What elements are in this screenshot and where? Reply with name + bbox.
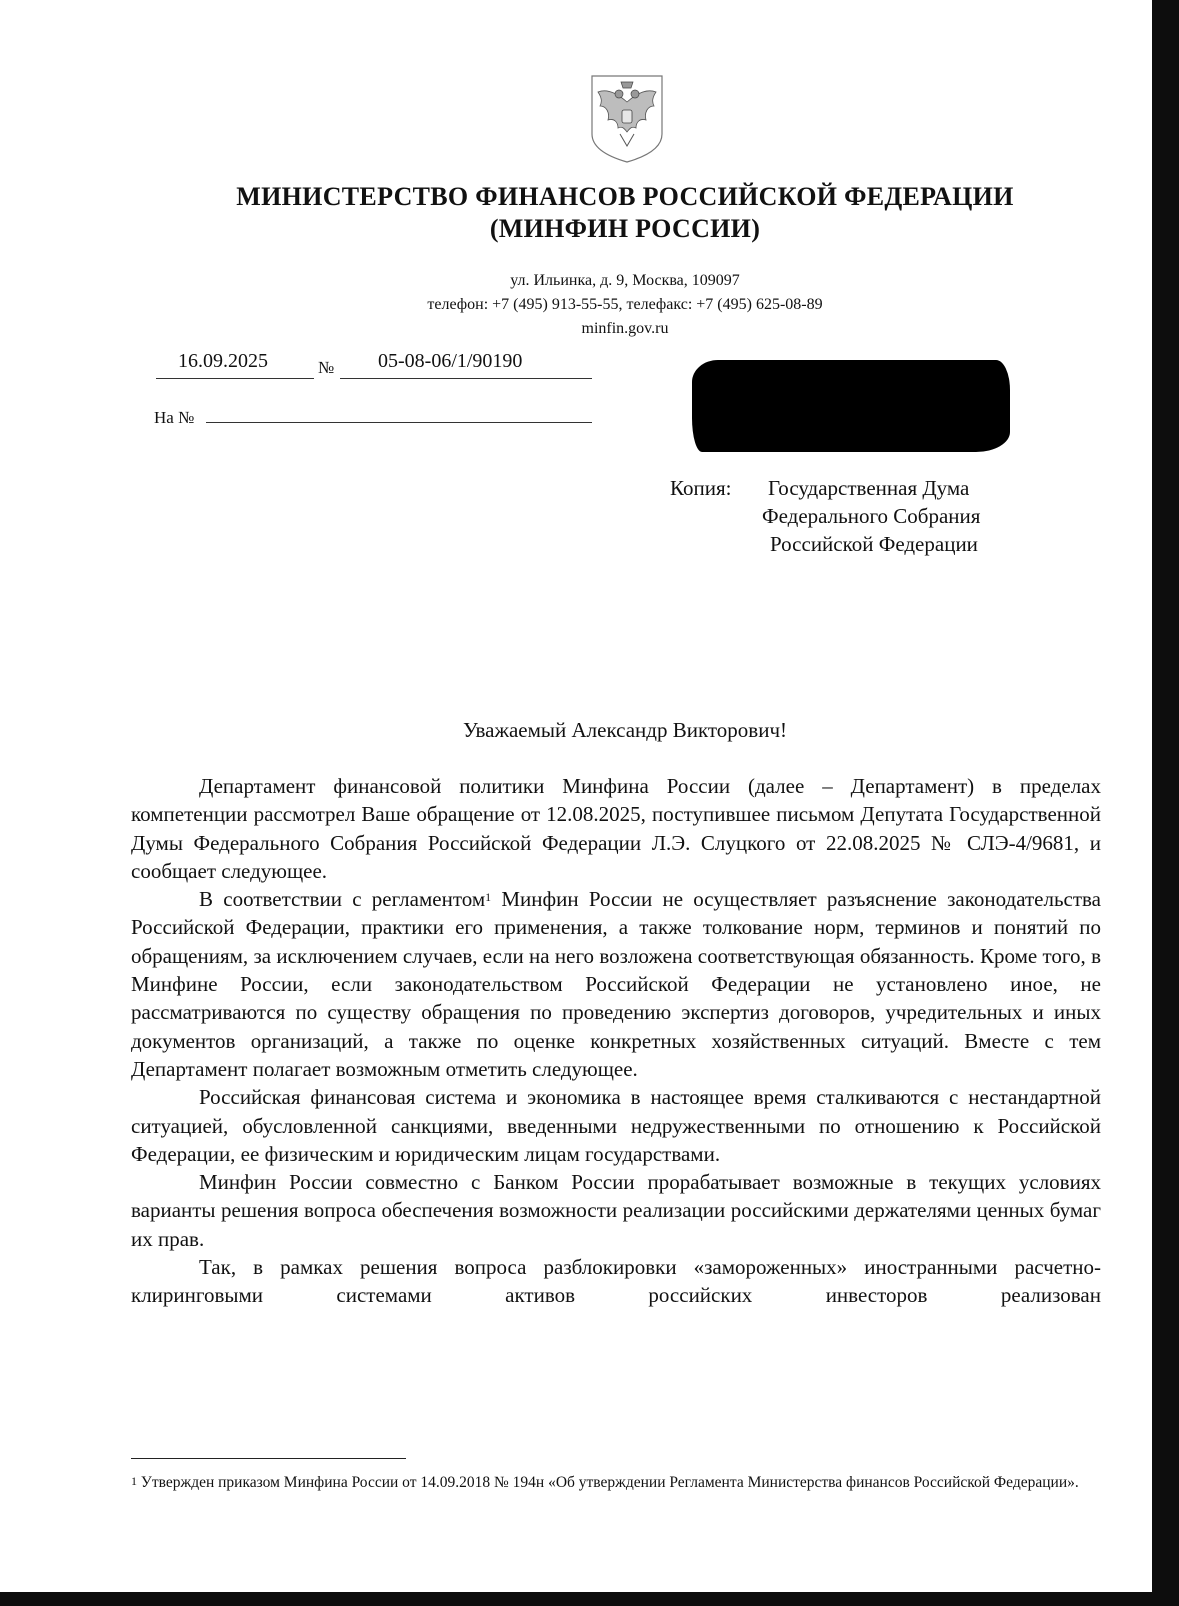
ministry-website: minfin.gov.ru: [581, 320, 669, 337]
number-sign: №: [318, 358, 335, 377]
paragraph-2-rest: Минфин России не осуществляет разъяснение законодательства Российской Федерации, практики его применения, а также толкование норм, терминов и понятий по обращениям, за исключением случаев, если на него возложена соответствующая обязанность. Кроме того, в Минфине России, если законодательством Российской Федерации не установлено иное, не рассматриваются по существу обращения по проведению экспертиз договоров, учредительных и иных документов организаций, а также по оценке конкретных хозяйственных ситуаций. Вместе с тем Департамент полагает возможным отметить следующее.: [131, 887, 1101, 1081]
paragraph-4: Минфин России совместно с Банком России прорабатывает возможные в текущих условиях варианты решения вопроса обеспечения возможности реализации российскими держателями ценных бумаг их прав.: [131, 1170, 1101, 1251]
footnote-reference: 1: [485, 890, 492, 905]
paragraph-3: Российская финансовая система и экономика в настоящее время сталкиваются с нестандартной ситуацией, обусловленной санкциями, введенными недружественными по отношению к Российской Федерации, ее физическим и юридическим лицам государствами.: [131, 1085, 1101, 1166]
ministry-title: МИНИСТЕРСТВО ФИНАНСОВ РОССИЙСКОЙ ФЕДЕРАЦИИ: [236, 182, 1014, 211]
letter-number: 05-08-06/1/90190: [378, 350, 523, 372]
paragraph-1: Департамент финансовой политики Минфина России (далее – Департамент) в пределах компетенции рассмотрел Ваше обращение от 12.08.2025, поступившее письмом Депутата Государственной Думы Федерального Собрания Российской Федерации Л.Э. Слуцкого от 22.08.2025 № СЛЭ-4/9681, и сообщает следующее.: [131, 774, 1101, 883]
letter-date: 16.09.2025: [178, 350, 268, 372]
number-underline: [340, 378, 592, 379]
footnote-text: Утвержден приказом Минфина России от 14.09.2018 № 194н «Об утверждении Регламента Министерства финансов Российской Федерации».: [137, 1474, 1079, 1491]
screen-edge-bottom: [0, 1592, 1179, 1606]
greeting: Уважаемый Александр Викторович!: [463, 718, 787, 742]
paragraph-2-start: В соответствии с регламентом: [199, 887, 486, 912]
reply-to-underline: [206, 422, 592, 423]
paragraph-2: [131, 885, 1101, 1083]
copy-label: Копия:: [670, 476, 732, 500]
ministry-phones: телефон: +7 (495) 913-55-55, телефакс: +7 (495) 625-08-89: [427, 296, 823, 313]
copy-line-3: Российской Федерации: [770, 532, 978, 556]
reply-to-label: На №: [154, 408, 195, 427]
letter-body: [131, 772, 1101, 1310]
date-underline: [156, 378, 314, 379]
footnote-separator: [131, 1458, 406, 1459]
ministry-short-name: (МИНФИН РОССИИ): [489, 214, 761, 243]
copy-line-2: Федерального Собрания: [762, 504, 981, 528]
footnote-mark: 1: [131, 1474, 137, 1488]
coat-of-arms-icon: [588, 72, 666, 164]
copy-line-1: Государственная Дума: [768, 476, 970, 500]
redacted-addressee: [692, 360, 1010, 452]
paragraph-5: Так, в рамках решения вопроса разблокировки «замороженных» иностранными расчетно-клиринговыми системами активов российских инвесторов реализован: [131, 1255, 1101, 1308]
ministry-address: ул. Ильинка, д. 9, Москва, 109097: [510, 272, 740, 289]
footnote: [131, 1472, 1101, 1494]
